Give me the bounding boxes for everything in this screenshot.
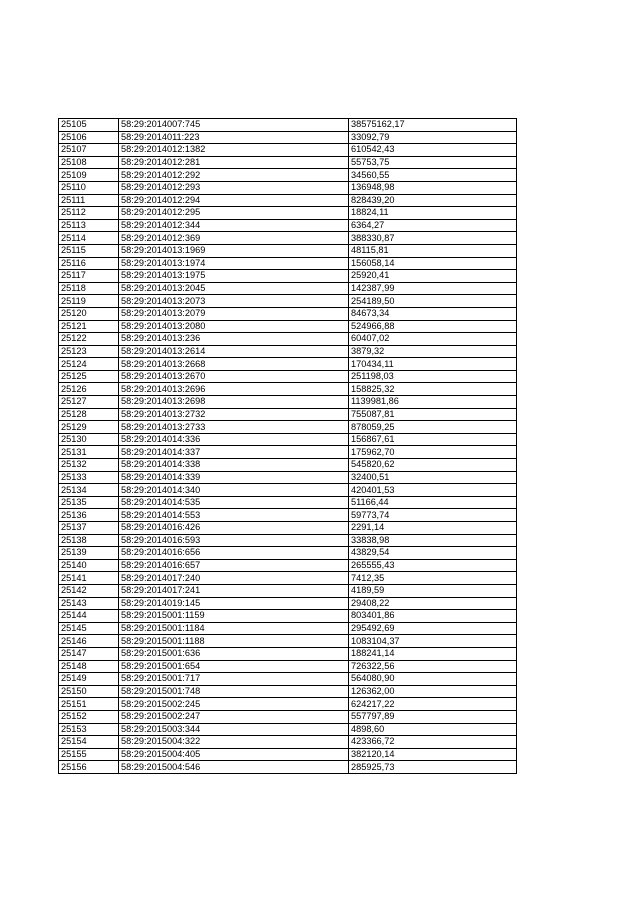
amount-cell: 38575162,17	[349, 119, 517, 132]
amount-cell: 43829,54	[349, 547, 517, 560]
row-number-cell: 25129	[59, 421, 119, 434]
row-number-cell: 25132	[59, 459, 119, 472]
row-number-cell: 25119	[59, 295, 119, 308]
row-number-cell: 25130	[59, 433, 119, 446]
cadastral-number-cell: 58:29:2014014:338	[119, 459, 349, 472]
row-number-cell: 25112	[59, 207, 119, 220]
table-row	[59, 723, 517, 736]
amount-cell: 25920,41	[349, 270, 517, 283]
table-row	[59, 119, 517, 132]
amount-cell: 33092,79	[349, 131, 517, 144]
table-row	[59, 484, 517, 497]
amount-cell: 156867,61	[349, 433, 517, 446]
table-row	[59, 320, 517, 333]
cadastral-number-cell: 58:29:2014014:340	[119, 484, 349, 497]
table-row	[59, 396, 517, 409]
table-row	[59, 748, 517, 761]
cadastral-number-cell: 58:29:2014013:2073	[119, 295, 349, 308]
table-row	[59, 232, 517, 245]
table-row	[59, 610, 517, 623]
row-number-cell: 25117	[59, 270, 119, 283]
row-number-cell: 25147	[59, 647, 119, 660]
amount-cell: 51166,44	[349, 496, 517, 509]
amount-cell: 557797,89	[349, 710, 517, 723]
row-number-cell: 25108	[59, 156, 119, 169]
amount-cell: 564080,90	[349, 673, 517, 686]
cadastral-number-cell: 58:29:2014019:145	[119, 597, 349, 610]
row-number-cell: 25105	[59, 119, 119, 132]
table-row	[59, 270, 517, 283]
amount-cell: 158825,32	[349, 383, 517, 396]
cadastral-number-cell: 58:29:2014014:553	[119, 509, 349, 522]
amount-cell: 55753,75	[349, 156, 517, 169]
row-number-cell: 25122	[59, 333, 119, 346]
row-number-cell: 25145	[59, 622, 119, 635]
row-number-cell: 25149	[59, 673, 119, 686]
amount-cell: 4189,59	[349, 584, 517, 597]
cadastral-number-cell: 58:29:2015001:1188	[119, 635, 349, 648]
row-number-cell: 25150	[59, 685, 119, 698]
table-row	[59, 572, 517, 585]
table-body	[59, 119, 517, 774]
cadastral-number-cell: 58:29:2015001:717	[119, 673, 349, 686]
table-row	[59, 383, 517, 396]
amount-cell: 726322,56	[349, 660, 517, 673]
cadastral-number-cell: 58:29:2014012:292	[119, 169, 349, 182]
table-row	[59, 207, 517, 220]
cadastral-number-cell: 58:29:2014017:240	[119, 572, 349, 585]
cadastral-number-cell: 58:29:2014014:336	[119, 433, 349, 446]
amount-cell: 524966,88	[349, 320, 517, 333]
table-row	[59, 547, 517, 560]
row-number-cell: 25142	[59, 584, 119, 597]
cadastral-number-cell: 58:29:2015004:322	[119, 736, 349, 749]
amount-cell: 188241,14	[349, 647, 517, 660]
cadastral-number-cell: 58:29:2015004:546	[119, 761, 349, 774]
amount-cell: 1083104,37	[349, 635, 517, 648]
cadastral-number-cell: 58:29:2015001:1184	[119, 622, 349, 635]
table-row	[59, 622, 517, 635]
amount-cell: 60407,02	[349, 333, 517, 346]
amount-cell: 420401,53	[349, 484, 517, 497]
table-row	[59, 660, 517, 673]
cadastral-number-cell: 58:29:2015001:654	[119, 660, 349, 673]
table-row	[59, 295, 517, 308]
cadastral-number-cell: 58:29:2014014:337	[119, 446, 349, 459]
cadastral-number-cell: 58:29:2014013:2696	[119, 383, 349, 396]
table-row	[59, 244, 517, 257]
row-number-cell: 25121	[59, 320, 119, 333]
table-row	[59, 433, 517, 446]
row-number-cell: 25115	[59, 244, 119, 257]
table-row	[59, 257, 517, 270]
row-number-cell: 25128	[59, 408, 119, 421]
amount-cell: 803401,86	[349, 610, 517, 623]
table-row	[59, 509, 517, 522]
row-number-cell: 25135	[59, 496, 119, 509]
row-number-cell: 25125	[59, 370, 119, 383]
table-row	[59, 647, 517, 660]
table-row	[59, 673, 517, 686]
row-number-cell: 25111	[59, 194, 119, 207]
table-row	[59, 358, 517, 371]
row-number-cell: 25123	[59, 345, 119, 358]
amount-cell: 2291,14	[349, 522, 517, 535]
cadastral-number-cell: 58:29:2014013:2080	[119, 320, 349, 333]
row-number-cell: 25154	[59, 736, 119, 749]
cadastral-number-cell: 58:29:2015002:245	[119, 698, 349, 711]
amount-cell: 34560,55	[349, 169, 517, 182]
cadastral-number-cell: 58:29:2015004:405	[119, 748, 349, 761]
table-row	[59, 534, 517, 547]
amount-cell: 755087,81	[349, 408, 517, 421]
table-row	[59, 698, 517, 711]
row-number-cell: 25139	[59, 547, 119, 560]
table-row	[59, 736, 517, 749]
row-number-cell: 25118	[59, 282, 119, 295]
amount-cell: 285925,73	[349, 761, 517, 774]
cadastral-number-cell: 58:29:2015001:636	[119, 647, 349, 660]
table-row	[59, 194, 517, 207]
cadastral-number-cell: 58:29:2014013:2614	[119, 345, 349, 358]
amount-cell: 170434,11	[349, 358, 517, 371]
amount-cell: 175962,70	[349, 446, 517, 459]
table-row	[59, 333, 517, 346]
table-row	[59, 421, 517, 434]
amount-cell: 6364,27	[349, 219, 517, 232]
table-row	[59, 635, 517, 648]
cadastral-number-cell: 58:29:2014011:223	[119, 131, 349, 144]
row-number-cell: 25136	[59, 509, 119, 522]
row-number-cell: 25148	[59, 660, 119, 673]
amount-cell: 136948,98	[349, 181, 517, 194]
table-row	[59, 446, 517, 459]
amount-cell: 156058,14	[349, 257, 517, 270]
amount-cell: 265555,43	[349, 559, 517, 572]
cadastral-number-cell: 58:29:2014012:294	[119, 194, 349, 207]
amount-cell: 254189,50	[349, 295, 517, 308]
table-row	[59, 584, 517, 597]
row-number-cell: 25151	[59, 698, 119, 711]
table-row	[59, 282, 517, 295]
cadastral-number-cell: 58:29:2014012:344	[119, 219, 349, 232]
table-row	[59, 685, 517, 698]
amount-cell: 4898,60	[349, 723, 517, 736]
table-row	[59, 459, 517, 472]
amount-cell: 545820,62	[349, 459, 517, 472]
data-table	[58, 118, 517, 774]
cadastral-number-cell: 58:29:2014014:339	[119, 471, 349, 484]
amount-cell: 382120,14	[349, 748, 517, 761]
row-number-cell: 25141	[59, 572, 119, 585]
amount-cell: 7412,35	[349, 572, 517, 585]
row-number-cell: 25143	[59, 597, 119, 610]
row-number-cell: 25109	[59, 169, 119, 182]
table-row	[59, 156, 517, 169]
table-row	[59, 471, 517, 484]
row-number-cell: 25134	[59, 484, 119, 497]
cadastral-number-cell: 58:29:2014013:236	[119, 333, 349, 346]
row-number-cell: 25131	[59, 446, 119, 459]
amount-cell: 59773,74	[349, 509, 517, 522]
amount-cell: 624217,22	[349, 698, 517, 711]
amount-cell: 610542,43	[349, 144, 517, 157]
amount-cell: 388330,87	[349, 232, 517, 245]
cadastral-number-cell: 58:29:2014012:281	[119, 156, 349, 169]
cadastral-number-cell: 58:29:2015003:344	[119, 723, 349, 736]
cadastral-number-cell: 58:29:2014013:2732	[119, 408, 349, 421]
table-row	[59, 144, 517, 157]
cadastral-number-cell: 58:29:2014012:295	[119, 207, 349, 220]
table-row	[59, 761, 517, 774]
row-number-cell: 25140	[59, 559, 119, 572]
cadastral-number-cell: 58:29:2014016:656	[119, 547, 349, 560]
amount-cell: 126362,00	[349, 685, 517, 698]
amount-cell: 295492,69	[349, 622, 517, 635]
amount-cell: 48115,81	[349, 244, 517, 257]
row-number-cell: 25153	[59, 723, 119, 736]
cadastral-number-cell: 58:29:2015001:748	[119, 685, 349, 698]
table-row	[59, 219, 517, 232]
table-row	[59, 307, 517, 320]
row-number-cell: 25146	[59, 635, 119, 648]
table-row	[59, 169, 517, 182]
cadastral-number-cell: 58:29:2014017:241	[119, 584, 349, 597]
cadastral-number-cell: 58:29:2014013:1974	[119, 257, 349, 270]
table-row	[59, 496, 517, 509]
row-number-cell: 25120	[59, 307, 119, 320]
row-number-cell: 25116	[59, 257, 119, 270]
amount-cell: 3879,32	[349, 345, 517, 358]
amount-cell: 1139981,86	[349, 396, 517, 409]
row-number-cell: 25127	[59, 396, 119, 409]
amount-cell: 18824,11	[349, 207, 517, 220]
table-row	[59, 597, 517, 610]
cadastral-number-cell: 58:29:2014012:369	[119, 232, 349, 245]
amount-cell: 878059,25	[349, 421, 517, 434]
cadastral-number-cell: 58:29:2014016:426	[119, 522, 349, 535]
table-row	[59, 408, 517, 421]
cadastral-number-cell: 58:29:2014013:2698	[119, 396, 349, 409]
cadastral-number-cell: 58:29:2014016:657	[119, 559, 349, 572]
cadastral-number-cell: 58:29:2014007:745	[119, 119, 349, 132]
row-number-cell: 25144	[59, 610, 119, 623]
table-row	[59, 181, 517, 194]
amount-cell: 32400,51	[349, 471, 517, 484]
cadastral-number-cell: 58:29:2014012:1382	[119, 144, 349, 157]
table-row	[59, 559, 517, 572]
amount-cell: 828439,20	[349, 194, 517, 207]
row-number-cell: 25133	[59, 471, 119, 484]
cadastral-number-cell: 58:29:2014013:1975	[119, 270, 349, 283]
row-number-cell: 25137	[59, 522, 119, 535]
table-row	[59, 710, 517, 723]
cadastral-number-cell: 58:29:2014013:2668	[119, 358, 349, 371]
row-number-cell: 25156	[59, 761, 119, 774]
row-number-cell: 25110	[59, 181, 119, 194]
table-row	[59, 131, 517, 144]
table-row	[59, 345, 517, 358]
amount-cell: 84673,34	[349, 307, 517, 320]
amount-cell: 29408,22	[349, 597, 517, 610]
cadastral-number-cell: 58:29:2014013:1969	[119, 244, 349, 257]
cadastral-number-cell: 58:29:2014016:593	[119, 534, 349, 547]
amount-cell: 33838,98	[349, 534, 517, 547]
amount-cell: 142387,99	[349, 282, 517, 295]
row-number-cell: 25124	[59, 358, 119, 371]
row-number-cell: 25107	[59, 144, 119, 157]
row-number-cell: 25114	[59, 232, 119, 245]
cadastral-number-cell: 58:29:2014013:2670	[119, 370, 349, 383]
row-number-cell: 25106	[59, 131, 119, 144]
row-number-cell: 25155	[59, 748, 119, 761]
spreadsheet-page	[58, 118, 516, 774]
amount-cell: 423366,72	[349, 736, 517, 749]
row-number-cell: 25138	[59, 534, 119, 547]
cadastral-number-cell: 58:29:2014013:2733	[119, 421, 349, 434]
table-row	[59, 370, 517, 383]
row-number-cell: 25126	[59, 383, 119, 396]
table-row	[59, 522, 517, 535]
cadastral-number-cell: 58:29:2014013:2045	[119, 282, 349, 295]
cadastral-number-cell: 58:29:2014012:293	[119, 181, 349, 194]
cadastral-number-cell: 58:29:2014013:2079	[119, 307, 349, 320]
cadastral-number-cell: 58:29:2014014:535	[119, 496, 349, 509]
row-number-cell: 25113	[59, 219, 119, 232]
amount-cell: 251198,03	[349, 370, 517, 383]
cadastral-number-cell: 58:29:2015001:1159	[119, 610, 349, 623]
cadastral-number-cell: 58:29:2015002:247	[119, 710, 349, 723]
row-number-cell: 25152	[59, 710, 119, 723]
